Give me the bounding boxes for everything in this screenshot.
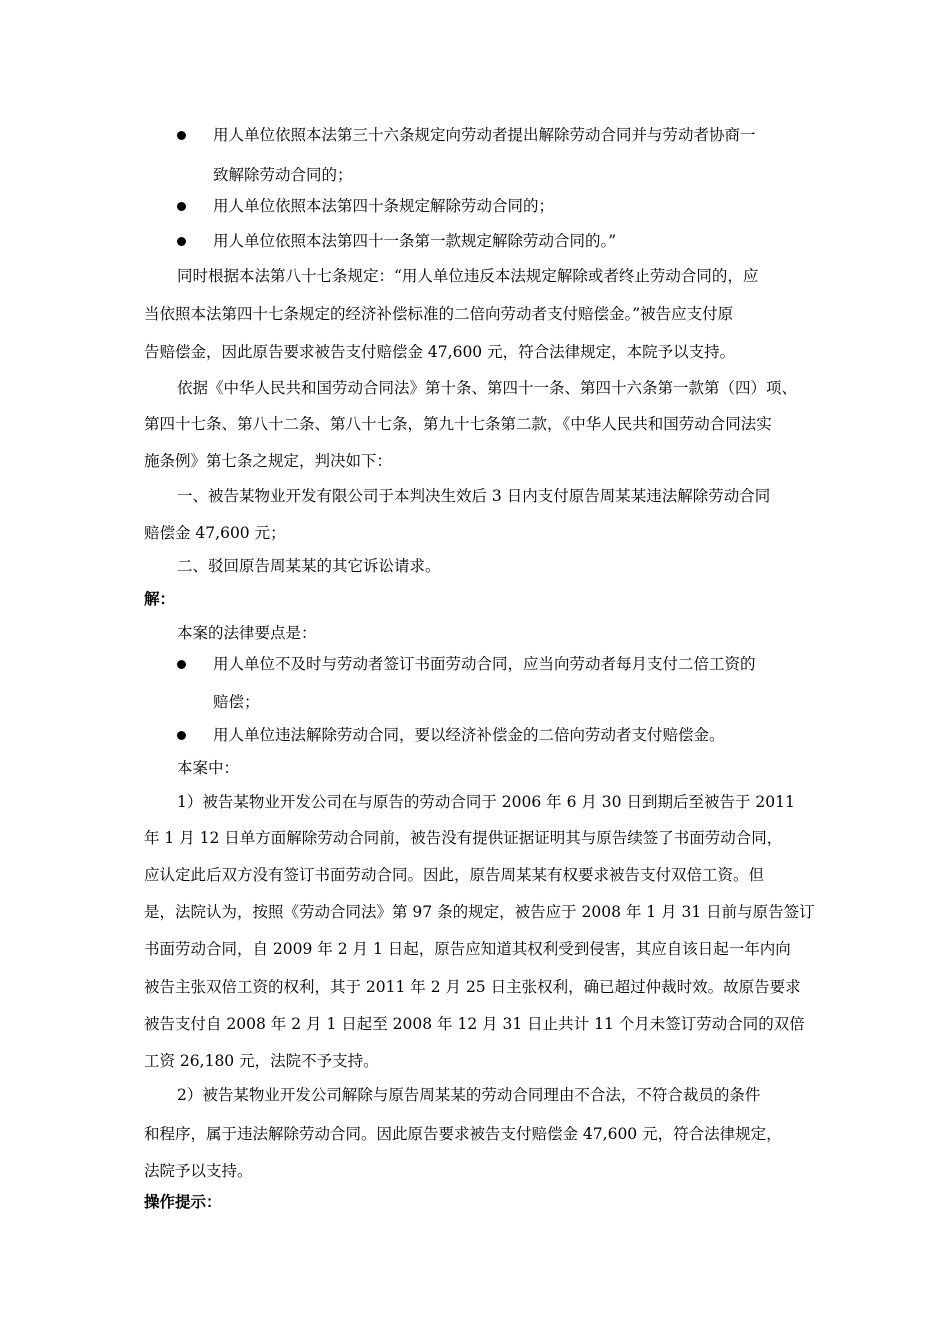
bullet-line: 用人单位依照本法第四十条规定解除劳动合同的； <box>213 197 555 215</box>
paragraph-line: 同时根据本法第八十七条规定：“用人单位违反本法规定解除或者终止劳动合同的，应 <box>177 267 759 285</box>
paragraph-line: 1）被告某物业开发公司在与原告的劳动合同于 2006 年 6 月 30 日到期后至被告于 2011 <box>177 793 795 811</box>
bullet-line: 用人单位依照本法第四十一条第一款规定解除劳动合同的。” <box>213 232 617 250</box>
judgment-line: 一、被告某物业开发有限公司于本判决生效后 3 日内支付原告周某某违法解除劳动合同 <box>177 487 771 505</box>
section-heading: 解： <box>144 590 176 608</box>
paragraph-line: 被告支付自 2008 年 2 月 1 日起至 2008 年 12 月 31 日止共计 11 个月未签订劳动合同的双倍 <box>144 1015 805 1033</box>
paragraph-line: 当依照本法第四十七条规定的经济补偿标准的二倍向劳动者支付赔偿金。”被告应支付原 <box>144 305 734 323</box>
bullet-line: 用人单位不及时与劳动者签订书面劳动合同，应当向劳动者每月支付二倍工资的 <box>213 655 756 673</box>
judgment-line: 二、驳回原告周某某的其它诉讼请求。 <box>177 557 441 575</box>
judgment-line: 赔偿金 47,600 元； <box>144 524 286 542</box>
paragraph-line: 年 1 月 12 日单方面解除劳动合同前，被告没有提供证据证明其与原告续签了书面劳动合同， <box>144 829 783 847</box>
section-heading: 操作提示： <box>144 1193 222 1211</box>
bullet-dot <box>177 660 186 669</box>
bullet-dot <box>177 131 186 140</box>
paragraph-line: 本案的法律要点是： <box>177 624 317 642</box>
bullet-line: 用人单位违法解除劳动合同，要以经济补偿金的二倍向劳动者支付赔偿金。 <box>213 726 725 744</box>
bullet-dot <box>177 731 186 740</box>
paragraph-line: 依据《中华人民共和国劳动合同法》第十条、第四十一条、第四十六条第一款第（四）项、 <box>177 379 798 397</box>
paragraph-line: 是，法院认为，按照《劳动合同法》第 97 条的规定，被告应于 2008 年 1 月 31 日前与原告签订 <box>144 903 815 921</box>
bullet-line: 用人单位依照本法第三十六条规定向劳动者提出解除劳动合同并与劳动者协商一 <box>213 126 756 144</box>
paragraph-line: 应认定此后双方没有签订书面劳动合同。因此，原告周某某有权要求被告支付双倍工资。但 <box>144 866 765 884</box>
paragraph-line: 和程序，属于违法解除劳动合同。因此原告要求被告支付赔偿金 47,600 元，符合法律规定， <box>144 1125 782 1143</box>
paragraph-line: 法院予以支持。 <box>144 1162 253 1180</box>
bullet-dot <box>177 202 186 211</box>
paragraph-line: 告赔偿金，因此原告要求被告支付赔偿金 47,600 元，符合法律规定，本院予以支持。 <box>144 343 736 361</box>
bullet-line-continuation: 致解除劳动合同的； <box>213 166 353 184</box>
paragraph-line: 被告主张双倍工资的权利，其于 2011 年 2 月 25 日主张权利，确已超过仲裁时效。故原告要求 <box>144 978 801 996</box>
paragraph-line: 书面劳动合同，自 2009 年 2 月 1 日起，原告应知道其权利受到侵害，其应自该日起一年内向 <box>144 940 791 958</box>
bullet-line-continuation: 赔偿； <box>213 693 260 711</box>
bullet-dot <box>177 237 186 246</box>
paragraph-line: 2）被告某物业开发公司解除与原告周某某的劳动合同理由不合法，不符合裁员的条件 <box>177 1086 761 1104</box>
paragraph-line: 第四十七条、第八十二条、第八十七条，第九十七条第二款，《中华人民共和国劳动合同法实 <box>144 415 772 433</box>
paragraph-line: 施条例》第七条之规定，判决如下： <box>144 452 393 470</box>
paragraph-line: 工资 26,180 元，法院不予支持。 <box>144 1052 379 1070</box>
paragraph-line: 本案中： <box>177 759 240 777</box>
